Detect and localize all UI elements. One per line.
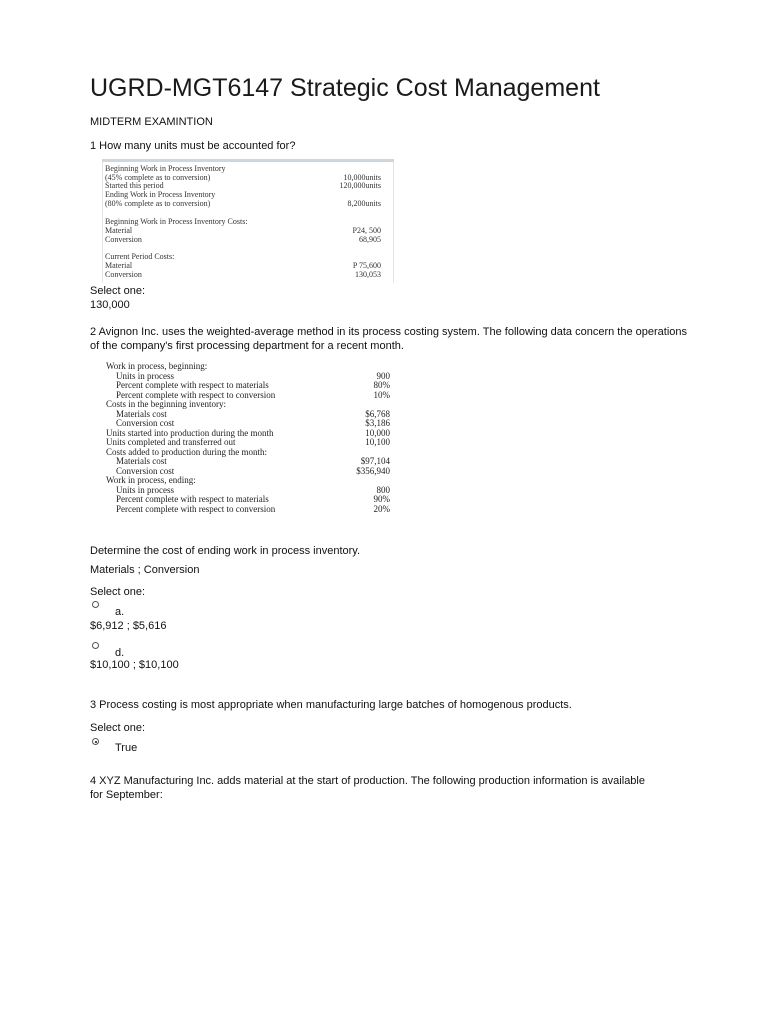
q1-table-label: Conversion xyxy=(105,270,142,279)
q1-table-value: P 75,600 xyxy=(352,261,381,270)
q2-table-label: Conversion cost xyxy=(116,465,175,476)
q2-table-value: 10,000 xyxy=(365,427,390,438)
q2-table-label: Percent complete with respect to conversion xyxy=(116,503,276,514)
q2-option-d-radio[interactable] xyxy=(92,642,99,649)
q2-table-value: 800 xyxy=(376,484,390,495)
q2-option-d-text[interactable]: $10,100 ; $10,100 xyxy=(90,659,179,671)
q2-table-label: Units in process xyxy=(116,484,174,495)
q1-answer: 130,000 xyxy=(90,299,130,311)
q2-select-label: Select one: xyxy=(90,586,146,598)
q2-table-value: 900 xyxy=(376,370,390,381)
q1-prompt: 1 How many units must be accounted for? xyxy=(90,140,296,152)
q2-table-image xyxy=(106,360,392,520)
q3-true-radio[interactable] xyxy=(92,738,99,745)
q2-option-a-text[interactable]: $6,912 ; $5,616 xyxy=(90,620,167,632)
q1-table-value: 130,053 xyxy=(355,270,381,279)
q2-table-label: Conversion cost xyxy=(116,418,175,428)
q1-table-label: Beginning Work in Process Inventory xyxy=(105,164,226,173)
q1-table-value: 10,000units xyxy=(343,173,381,182)
q1-table-value: P24, 500 xyxy=(352,226,381,235)
q1-table-label: (45% complete as to conversion) xyxy=(105,173,211,182)
page-title: UGRD-MGT6147 Strategic Cost Management xyxy=(90,74,600,102)
q1-table-label: Conversion xyxy=(105,235,142,244)
q2-table-value: 10% xyxy=(373,389,390,400)
q2-question: Determine the cost of ending work in process inventory. xyxy=(90,545,361,557)
q3-select-label: Select one: xyxy=(90,722,146,734)
q2-table-label: Units completed and transferred out xyxy=(106,437,236,447)
q2-table-label: Costs in the beginning inventory: xyxy=(106,399,226,409)
q2-table-label: Materials cost xyxy=(116,408,167,419)
q2-table-label: Units in process xyxy=(116,370,174,381)
q2-prompt: 2 Avignon Inc. uses the weighted-average method in its process costing system. The following data concern the operations of the company's first processing department for a recent month. xyxy=(90,326,687,352)
q2-table-value: $3,186 xyxy=(365,418,390,428)
q1-select-label: Select one: xyxy=(90,285,146,297)
q1-table-label: Beginning Work in Process Inventory Costs: xyxy=(105,217,248,226)
q2-table-label: Materials cost xyxy=(116,456,167,466)
q1-table-label: (80% complete as to conversion) xyxy=(105,199,211,208)
q2-table-value: 90% xyxy=(373,494,390,504)
q1-table-image xyxy=(102,160,394,283)
q1-table-value: 8,200units xyxy=(347,199,381,208)
q2-table-value: 20% xyxy=(373,503,390,514)
q1-table-label: Material xyxy=(105,261,133,270)
q3-option-true[interactable]: True xyxy=(115,742,138,754)
q2-table-value: 80% xyxy=(373,380,390,390)
image-top-border xyxy=(102,159,394,162)
q4-prompt: 4 XYZ Manufacturing Inc. adds material at the start of production. The following production information is available for September: xyxy=(90,775,645,801)
q1-table-label: Ending Work in Process Inventory xyxy=(105,190,216,199)
q1-table-value: 120,000units xyxy=(339,181,381,190)
q1-table-label: Started this period xyxy=(105,181,164,190)
exam-subtitle: MIDTERM EXAMINTION xyxy=(90,116,213,128)
q3-prompt: 3 Process costing is most appropriate when manufacturing large batches of homogenous products. xyxy=(90,699,572,711)
q2-columns: Materials ; Conversion xyxy=(90,564,200,576)
q1-table-value: 68,905 xyxy=(359,235,381,244)
q1-table-label: Current Period Costs: xyxy=(105,252,175,261)
q2-table-value: $6,768 xyxy=(365,408,390,419)
q2-table-value: $356,940 xyxy=(356,465,390,476)
q1-table-label: Material xyxy=(105,226,133,235)
q2-table-label: Work in process, beginning: xyxy=(106,361,208,371)
q2-table-label: Percent complete with respect to materials xyxy=(116,380,269,390)
q2-table-label: Work in process, ending: xyxy=(106,475,196,485)
q2-table-label: Percent complete with respect to conversion xyxy=(116,389,276,400)
q2-table-label: Units started into production during the month xyxy=(106,427,274,438)
q2-option-d-letter: d. xyxy=(115,647,125,659)
q2-option-a-letter: a. xyxy=(115,606,125,618)
q2-table-label: Costs added to production during the month: xyxy=(106,446,267,457)
q2-table-value: $97,104 xyxy=(360,456,390,466)
q2-table-value: 10,100 xyxy=(365,437,390,447)
q2-table-label: Percent complete with respect to materials xyxy=(116,494,269,504)
q2-option-a-radio[interactable] xyxy=(92,601,99,608)
